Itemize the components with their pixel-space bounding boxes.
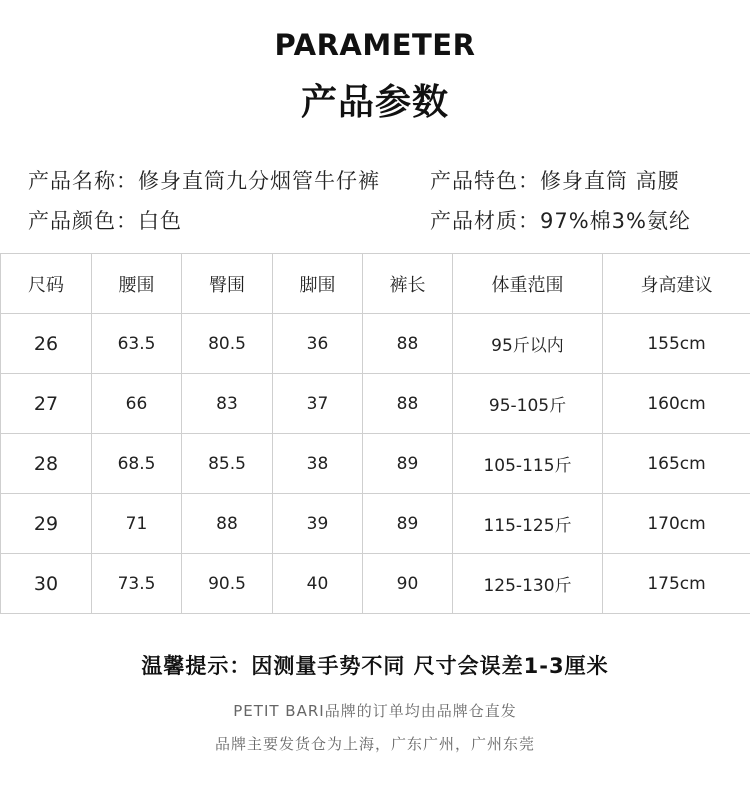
cell-size: 26	[1, 314, 92, 374]
cell-hip: 90.5	[182, 554, 273, 614]
cell-hem: 40	[273, 554, 363, 614]
cell-hip: 85.5	[182, 434, 273, 494]
cell-hip: 83	[182, 374, 273, 434]
cell-length: 89	[363, 494, 453, 554]
cell-height: 170cm	[603, 494, 750, 554]
header-size: 尺码	[1, 254, 92, 314]
cell-length: 88	[363, 314, 453, 374]
cell-weight: 125-130斤	[453, 554, 603, 614]
cell-size: 29	[1, 494, 92, 554]
header-waist: 腰围	[92, 254, 182, 314]
cell-hip: 80.5	[182, 314, 273, 374]
header-height: 身高建议	[603, 254, 750, 314]
cell-height: 160cm	[603, 374, 750, 434]
cell-height: 165cm	[603, 434, 750, 494]
cell-weight: 95-105斤	[453, 374, 603, 434]
header-hip: 臀围	[182, 254, 273, 314]
shipping-note-2: 品牌主要发货仓为上海，广东广州，广州东莞	[214, 735, 535, 753]
product-color: 产品颜色：白色	[28, 209, 182, 233]
cell-length: 88	[363, 374, 453, 434]
cell-length: 89	[363, 434, 453, 494]
table-row	[1, 554, 750, 614]
size-table	[0, 253, 750, 614]
cell-size: 28	[1, 434, 92, 494]
cell-waist: 73.5	[92, 554, 182, 614]
info-row-1	[28, 165, 680, 195]
table-row	[1, 494, 750, 554]
header-weight: 体重范围	[453, 254, 603, 314]
shipping-note-1: PETIT BARI品牌的订单均由品牌仓直发	[233, 702, 517, 720]
info-row-2	[28, 205, 691, 235]
table-header-row	[1, 254, 750, 314]
cell-hem: 38	[273, 434, 363, 494]
cell-weight: 105-115斤	[453, 434, 603, 494]
table-row	[1, 314, 750, 374]
product-name: 产品名称：修身直筒九分烟管牛仔裤	[28, 169, 380, 193]
header-hem: 脚围	[273, 254, 363, 314]
table-row	[1, 434, 750, 494]
cell-size: 27	[1, 374, 92, 434]
cell-weight: 115-125斤	[453, 494, 603, 554]
measurement-tip: 温馨提示：因测量手势不同 尺寸会误差1-3厘米	[141, 654, 609, 678]
cell-waist: 63.5	[92, 314, 182, 374]
cell-waist: 66	[92, 374, 182, 434]
cell-waist: 68.5	[92, 434, 182, 494]
cell-hem: 39	[273, 494, 363, 554]
cell-hip: 88	[182, 494, 273, 554]
cell-height: 175cm	[603, 554, 750, 614]
table-row	[1, 374, 750, 434]
cell-weight: 95斤以内	[453, 314, 603, 374]
title-english: PARAMETER	[274, 28, 476, 62]
title-chinese: 产品参数	[300, 82, 449, 123]
product-feature: 产品特色：修身直筒 高腰	[430, 169, 680, 193]
cell-hem: 37	[273, 374, 363, 434]
cell-height: 155cm	[603, 314, 750, 374]
cell-waist: 71	[92, 494, 182, 554]
cell-size: 30	[1, 554, 92, 614]
product-material: 产品材质：97%棉3%氨纶	[430, 209, 691, 233]
cell-length: 90	[363, 554, 453, 614]
header-length: 裤长	[363, 254, 453, 314]
cell-hem: 36	[273, 314, 363, 374]
